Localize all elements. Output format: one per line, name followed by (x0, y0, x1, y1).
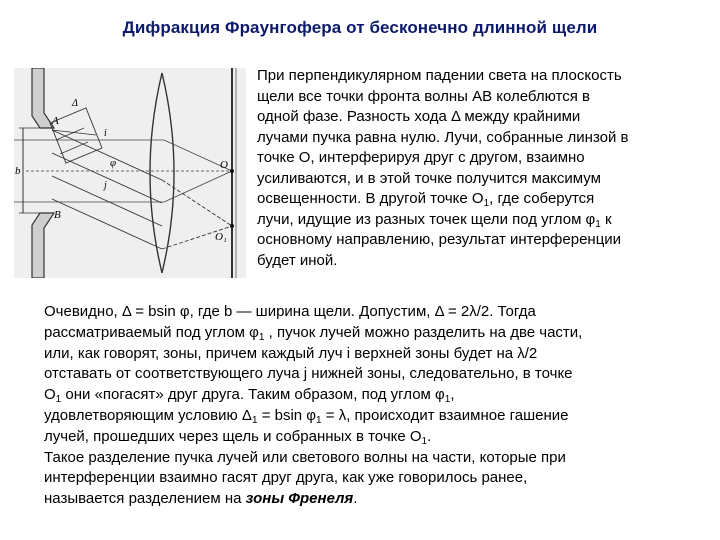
body-line-10a: называется разделением на (44, 490, 246, 508)
right-line-4: лучами пучка равна нулю. Лучи, собранные линзой в (257, 128, 629, 146)
body-line-6-sub: 1 (251, 414, 258, 426)
right-line-2: щели все точки фронта волны АВ колеблются в (257, 87, 590, 105)
label-phi: φ (110, 157, 117, 169)
label-a: A (52, 115, 59, 127)
body-line-6a: удовлетворяющим условию Δ (44, 406, 252, 424)
ray-inclined-4 (52, 199, 162, 249)
right-line-7a: освещенности. В другой точке О (257, 190, 484, 207)
body-line-6 (44, 406, 714, 427)
body-line-9: интерференции взаимно гасят друг друга, как уже говорилось ранее, (44, 469, 528, 487)
right-line-6: усиливаются, и в этой точке получится максимум (257, 169, 601, 187)
right-line-3: одной фазе. Разность хода Δ между крайними (257, 108, 581, 125)
right-line-7-sub: 1 (483, 198, 490, 209)
body-line-5a: О (44, 386, 56, 404)
ray-inclined-2 (52, 153, 162, 203)
body-line-6b: = bsin φ (257, 406, 317, 424)
slit-upper-screen (32, 68, 54, 128)
converging-lens (150, 73, 174, 273)
right-paragraph (257, 66, 712, 271)
body-line-1: Очевидно, Δ = bsin φ, где b — ширина щели. Допустим, Δ = 2λ/2. Тогда (44, 303, 536, 320)
right-line-9: основному направлению, результат интерференции (257, 231, 622, 248)
right-line-10: будет иной. (257, 251, 338, 269)
body-line-2-sub: 1 (258, 331, 265, 343)
label-b-width: b (15, 165, 21, 177)
slit-diffraction-figure (14, 68, 246, 278)
body-line-8: Такое разделение пучка лучей или светового волны на части, которые при (44, 448, 566, 466)
label-ray-i: i (104, 128, 107, 139)
right-line-8-sub: 1 (595, 218, 601, 230)
label-ray-j: j (104, 180, 107, 191)
delta-line (52, 130, 96, 135)
point-o (230, 169, 234, 173)
body-line-3: или, как говорят, зоны, причем каждый луч i верхней зоны будет на λ/2 (44, 344, 538, 362)
body-line-2 (44, 323, 714, 344)
body-line-6-sub2: 1 (316, 414, 322, 426)
body-line-5-sub: 1 (55, 394, 62, 406)
body-line-5b: они «погасят» друг друга. Таким образом, под углом φ (61, 386, 445, 404)
body-paragraph (44, 302, 714, 510)
body-line-10b: . (353, 490, 358, 508)
right-line-7 (257, 189, 712, 210)
slit-lower-screen (32, 213, 54, 278)
body-line-4: отставать от соответствующего луча j нижней зоны, следовательно, в точке (44, 365, 573, 383)
right-line-7b: , где соберутся (489, 190, 595, 207)
label-b-point: B (54, 209, 61, 221)
right-line-8 (257, 210, 712, 231)
label-o: O (220, 159, 228, 171)
right-line-5: точке О, интерферируя друг с другом, взаимно (257, 149, 585, 166)
body-line-7a: лучей, прошедших через щель и собранных в точке О (44, 427, 422, 445)
page-title: Дифракция Фраунгофера от бесконечно длинной щели (122, 18, 598, 37)
body-line-5-sub2: 1 (444, 394, 451, 406)
ray-inclined-1 (52, 130, 162, 180)
body-line-5 (44, 385, 714, 406)
fraunhofer-single-slit-diagram-icon (14, 68, 246, 278)
right-line-8a: лучи, идущие из разных точек щели под углом φ (257, 210, 596, 228)
fresnel-zones-term: зоны Френеля (245, 490, 354, 508)
point-o1 (230, 224, 234, 228)
label-o1: O₁ (215, 231, 227, 243)
zone-line-1 (60, 142, 88, 154)
body-line-10 (44, 489, 714, 510)
ray-inclined-3 (52, 176, 162, 226)
label-delta: Δ (72, 98, 78, 109)
body-line-5c: , (450, 386, 455, 404)
body-line-7b: . (427, 427, 432, 445)
body-line-2b: , пучок лучей можно разделить на две части, (264, 323, 583, 341)
body-line-2a: рассматриваемый под углом φ (44, 323, 259, 341)
right-line-1: При перпендикулярном падении света на плоскость (257, 67, 622, 84)
body-line-7 (44, 427, 714, 448)
body-line-6c: = λ, происходит взаимное гашение (321, 406, 569, 424)
right-line-8b: к (600, 210, 612, 228)
body-line-7-sub: 1 (421, 435, 428, 447)
